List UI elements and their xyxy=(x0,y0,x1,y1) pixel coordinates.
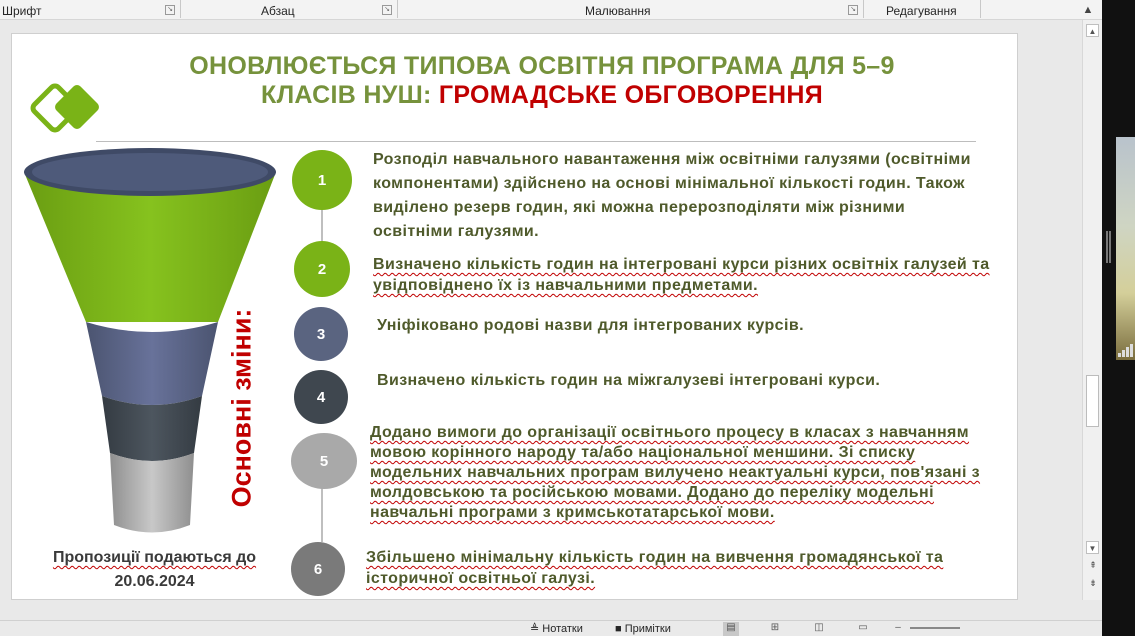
proposals-deadline xyxy=(22,546,287,594)
step-circle-1: 1 xyxy=(292,150,352,210)
comments-button[interactable]: ■ Примітки xyxy=(615,623,671,635)
funnel-segment-4 xyxy=(110,453,194,533)
slide-title xyxy=(142,52,942,110)
paragraph-dialog-launcher-icon[interactable]: ↘ xyxy=(382,5,392,15)
step-circle-5: 5 xyxy=(291,433,357,489)
funnel-segment-3 xyxy=(102,396,202,461)
proposals-date: 20.06.2024 xyxy=(114,573,195,590)
slide-canvas[interactable] xyxy=(11,33,1018,600)
ribbon-group-drawing: Малювання xyxy=(585,4,651,18)
ribbon-separator xyxy=(980,0,981,18)
scroll-up-icon[interactable]: ▲ xyxy=(1086,24,1099,37)
panel-resize-grip[interactable] xyxy=(1106,231,1111,263)
ribbon-separator xyxy=(180,0,181,18)
step-text-6: Збільшено мінімальну кількість годин на вивчення громадянської та історичної освітньої галузі. xyxy=(366,549,944,587)
ribbon-group-editing: Редагування xyxy=(886,4,957,18)
funnel-segment-2 xyxy=(86,322,218,405)
normal-view-icon[interactable]: ▤ xyxy=(723,622,739,636)
ribbon-group-paragraph: Абзац xyxy=(261,4,295,18)
title-line-2 xyxy=(142,81,942,110)
step-text-4: Визначено кількість годин на міжгалузеві інтегровані курси. xyxy=(377,372,881,389)
signal-strength-icon xyxy=(1118,343,1134,357)
notes-button[interactable]: ≜ Нотатки xyxy=(530,623,583,635)
scroll-down-icon[interactable]: ▼ xyxy=(1086,541,1099,554)
step-text-1: Розподіл навчального навантаження між освітніми галузями (освітніми компонентами) здійснено на основі мінімальної кількості годин. Також виділено резерв годин, які можна перерозподіляти між різними освітніми галузями. xyxy=(373,151,971,240)
status-bar xyxy=(0,620,1102,636)
logo-icon xyxy=(30,77,108,139)
reading-view-icon[interactable]: ◫ xyxy=(814,622,824,633)
title-line-1: ОНОВЛЮЄТЬСЯ ТИПОВА ОСВІТНЯ ПРОГРАМА ДЛЯ 5–9 xyxy=(189,52,895,80)
step-circle-3: 3 xyxy=(294,307,348,361)
timeline-connector xyxy=(321,204,323,246)
ribbon-separator xyxy=(863,0,864,18)
previous-slide-icon[interactable]: ⇞ xyxy=(1089,560,1097,570)
step-circle-6: 6 xyxy=(291,542,345,596)
step-text-3: Уніфіковано родові назви для інтегрованих курсів. xyxy=(377,317,804,334)
next-slide-icon[interactable]: ⇟ xyxy=(1089,578,1097,588)
zoom-slider[interactable] xyxy=(910,627,960,629)
vertical-scrollbar[interactable] xyxy=(1082,20,1102,600)
video-thumbnail xyxy=(1116,137,1135,360)
slideshow-view-icon[interactable]: ▭ xyxy=(858,622,868,633)
proposals-text: Пропозиції подаються до xyxy=(52,549,257,566)
collapse-ribbon-icon[interactable]: ▲ xyxy=(1082,4,1094,16)
side-panel xyxy=(1102,0,1135,636)
font-dialog-launcher-icon[interactable]: ↘ xyxy=(165,5,175,15)
funnel-opening xyxy=(32,153,268,191)
main-changes-label: Основні зміни: xyxy=(226,308,257,508)
step-circle-2: 2 xyxy=(294,241,350,297)
zoom-out-icon[interactable]: – xyxy=(895,622,901,633)
slide-sorter-view-icon[interactable]: ⊞ xyxy=(770,622,780,633)
ribbon-separator xyxy=(397,0,398,18)
ribbon-group-labels xyxy=(0,0,1102,20)
step-circle-4: 4 xyxy=(294,370,348,424)
title-highlight: ГРОМАДСЬКЕ ОБГОВОРЕННЯ xyxy=(438,81,823,109)
drawing-dialog-launcher-icon[interactable]: ↘ xyxy=(848,5,858,15)
step-text-2: Визначено кількість годин на інтегровані курси різних освітніх галузей та увідповіднено їх із навчальними предметами. xyxy=(373,256,990,294)
step-text-5: Додано вимоги до організації освітнього процесу в класах з навчанням мовою корінного народу та/або національної меншини. Зі списку модельних навчальних програм вилучено неактуальні курси, пов'язані з молдовською та російською мовами. Додано до переліку модельні навчальні програми з кримськотатарської мови. xyxy=(370,424,981,521)
scroll-thumb[interactable] xyxy=(1086,375,1099,427)
title-line-2-prefix: КЛАСІВ НУШ: xyxy=(261,81,439,109)
ribbon-group-font: Шрифт xyxy=(2,4,42,18)
